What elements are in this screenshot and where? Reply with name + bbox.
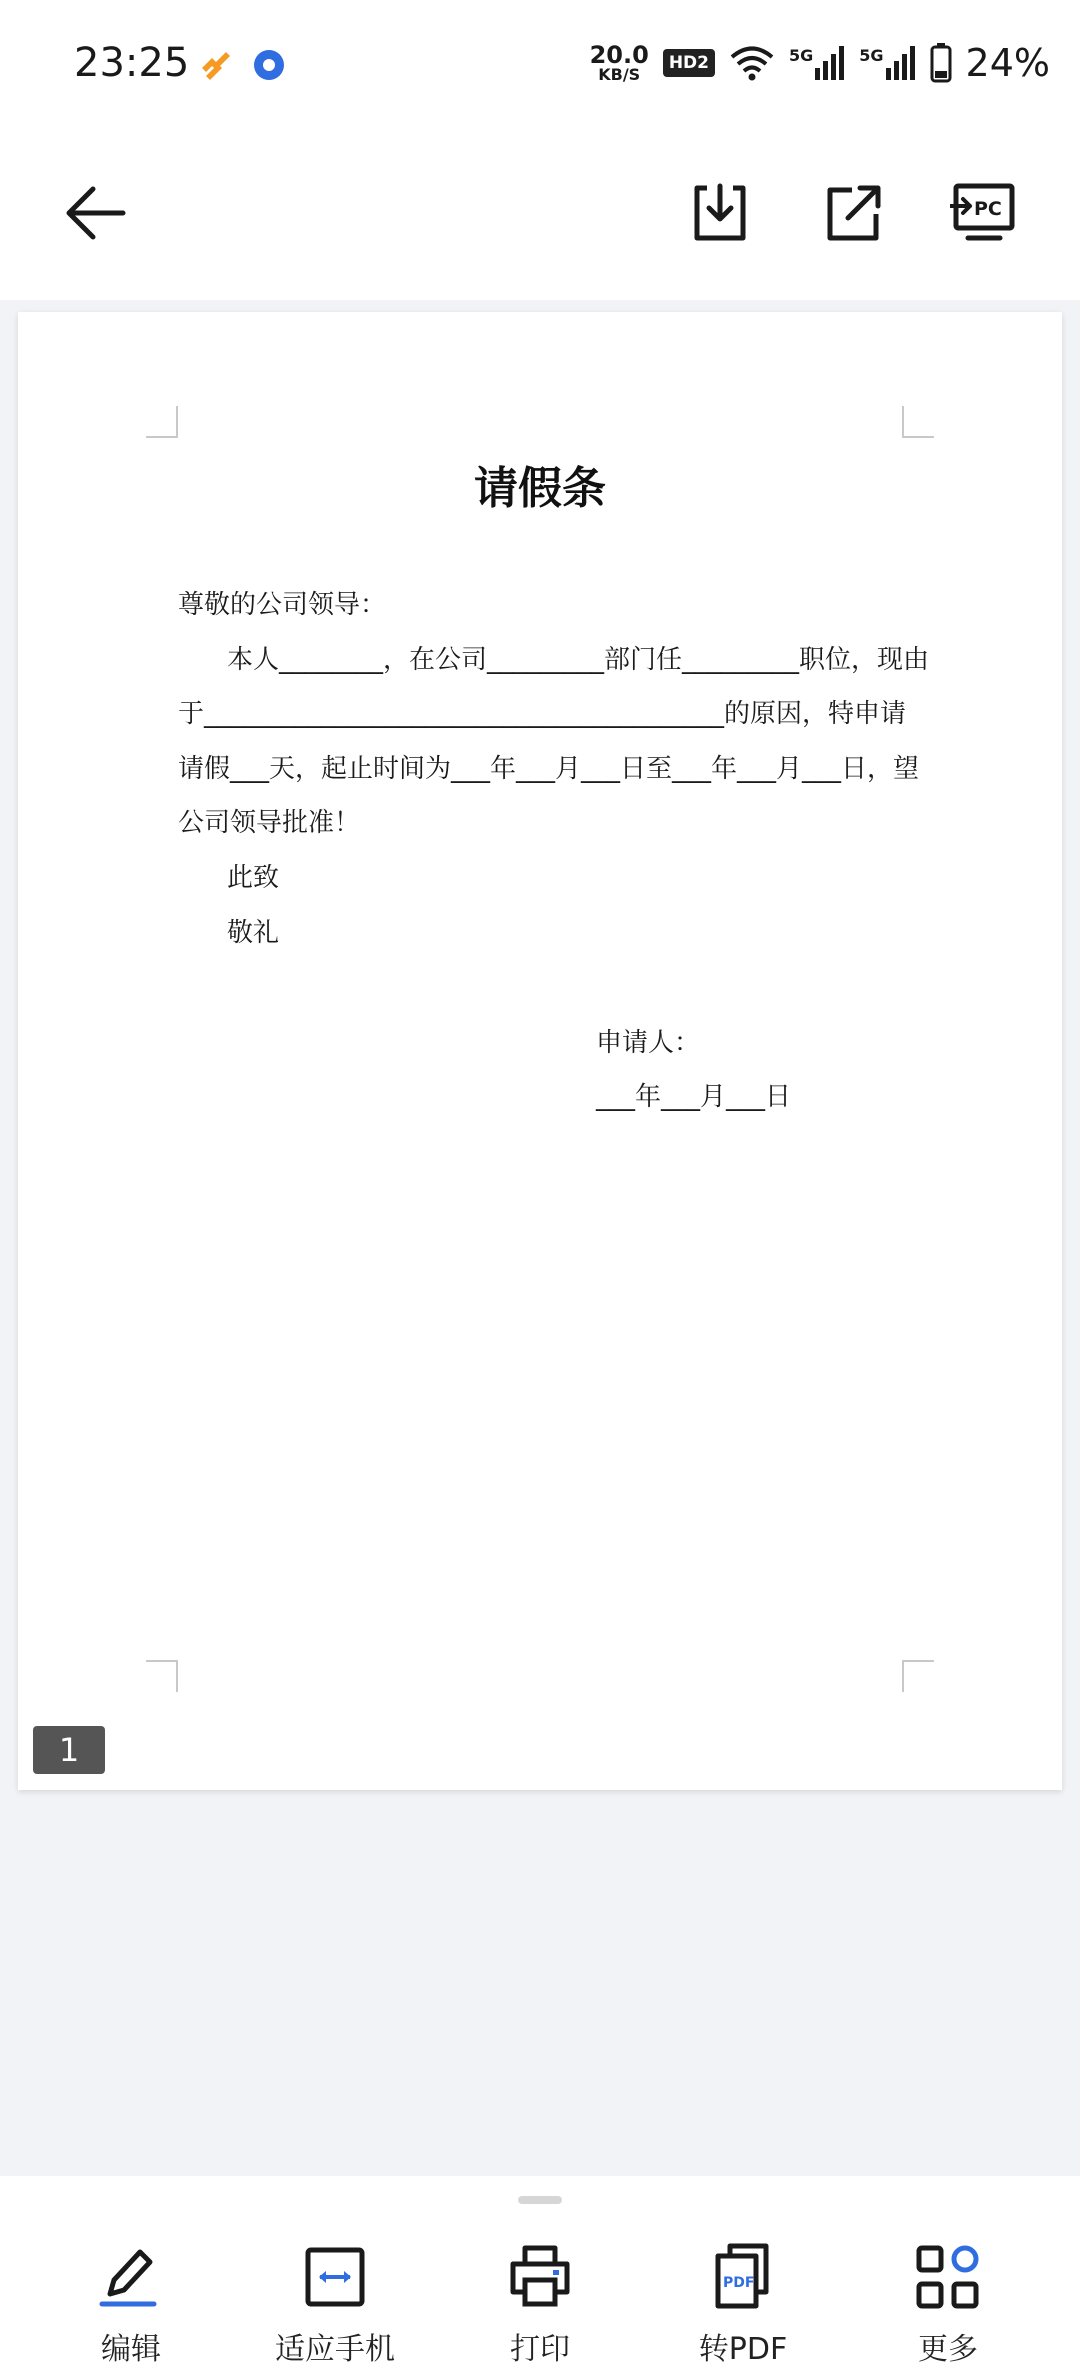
edit-button[interactable]: 编辑 xyxy=(41,2242,221,2372)
app-browser-icon xyxy=(252,48,286,82)
page-number-badge: 1 xyxy=(33,1726,105,1774)
pdf-convert-icon xyxy=(708,2242,778,2312)
fit-phone-icon xyxy=(300,2242,370,2312)
share-icon xyxy=(822,182,884,244)
status-right-group xyxy=(590,38,1050,88)
top-toolbar xyxy=(0,130,1080,300)
margin-corner-top-right xyxy=(902,406,934,438)
back-arrow-icon xyxy=(63,183,127,243)
more-button[interactable]: 更多 xyxy=(858,2242,1038,2372)
cast-to-pc-icon xyxy=(950,182,1016,244)
doc-closing-1: 此致 xyxy=(227,863,280,893)
cast-to-pc-button[interactable] xyxy=(938,168,1028,258)
print-button[interactable]: 打印 xyxy=(450,2242,630,2372)
battery-percent: 24% xyxy=(965,41,1050,85)
svg-text:PDF: PDF xyxy=(723,2275,755,2291)
signal-icon-2: 5G xyxy=(859,46,915,80)
doc-paragraph-line: 于________________________________________的原因，特申请 xyxy=(178,699,907,729)
bottom-toolbar xyxy=(0,2176,1080,2376)
doc-paragraph-line: 公司领导批准！ xyxy=(178,808,361,838)
more-grid-icon xyxy=(913,2242,983,2312)
drag-handle[interactable] xyxy=(518,2196,562,2204)
document-page[interactable] xyxy=(18,312,1062,1790)
edit-pen-icon xyxy=(96,2242,166,2312)
download-icon xyxy=(689,182,751,244)
margin-corner-bottom-left xyxy=(146,1660,178,1692)
fit-phone-button[interactable]: 适应手机 xyxy=(245,2242,425,2372)
download-button[interactable] xyxy=(675,168,765,258)
margin-corner-bottom-right xyxy=(902,1660,934,1692)
document-title: 请假条 xyxy=(474,463,606,514)
doc-applicant: 申请人： xyxy=(596,1028,701,1058)
doc-date: ___年___月___日 xyxy=(596,1082,792,1112)
status-time: 23:25 xyxy=(74,40,190,86)
doc-closing-2: 敬礼 xyxy=(227,918,280,948)
signal-icon: 5G xyxy=(789,46,845,80)
doc-paragraph-line: 请假___天，起止时间为___年___月___日至___年___月___日，望 xyxy=(178,754,920,784)
status-bar xyxy=(0,0,1080,130)
margin-corner-top-left xyxy=(146,406,178,438)
battery-icon xyxy=(930,43,952,83)
doc-paragraph-line: 本人________，在公司_________部门任_________职位，现由 xyxy=(227,645,930,675)
doc-salutation: 尊敬的公司领导： xyxy=(178,590,387,620)
share-button[interactable] xyxy=(808,168,898,258)
svg-text:PC: PC xyxy=(974,198,1002,220)
hd-badge: HD2 xyxy=(663,49,715,77)
app-notification-icon xyxy=(196,46,236,86)
convert-pdf-button[interactable]: PDF 转PDF xyxy=(653,2242,833,2372)
print-icon xyxy=(505,2242,575,2312)
network-speed: 20.0 KB/S xyxy=(589,41,649,84)
wifi-icon xyxy=(729,44,775,82)
back-button[interactable] xyxy=(50,168,140,258)
